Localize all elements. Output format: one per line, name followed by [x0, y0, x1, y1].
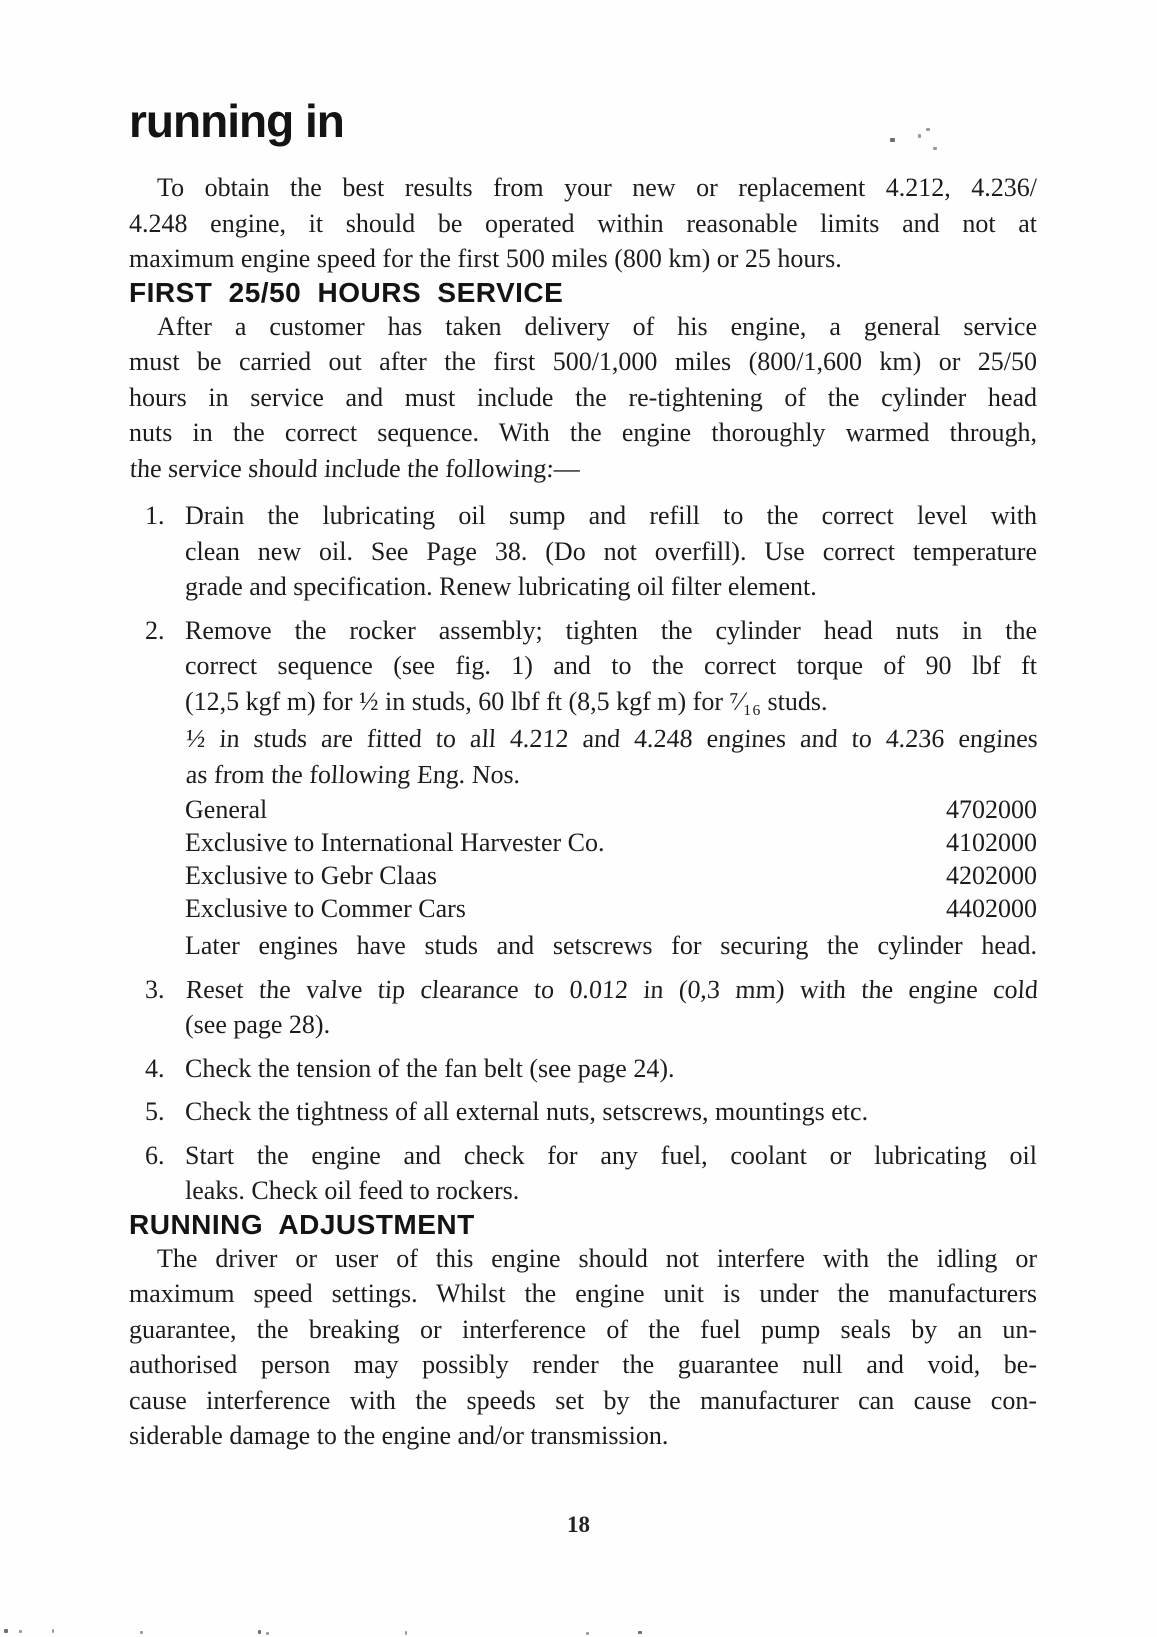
engine-numbers-table [185, 793, 1037, 925]
list-item-3 [129, 972, 1037, 1043]
list-item-6 [129, 1138, 1037, 1209]
paragraph-line: must be carried out after the first 500/1,000 miles (800/1,600 km) or 25/50 [129, 347, 1037, 376]
item-number: 2. [145, 615, 165, 645]
paragraph-line: Check the tightness of all external nuts, setscrews, mountings etc. [185, 1097, 869, 1126]
item-text [185, 613, 1037, 964]
list-item-2 [129, 613, 1037, 964]
paragraph-line: (see page 28). [185, 1010, 331, 1039]
paragraph-line: The driver or user of this engine should not interfere with the idling or [157, 1243, 1037, 1273]
scan-speck [586, 1632, 589, 1635]
stud-note [185, 721, 1037, 792]
intro-paragraph [129, 170, 1037, 277]
paragraph-line: authorised person may possibly render the guarantee null and void, be- [129, 1350, 1037, 1379]
paragraph-line: ½ in studs are fitted to all 4.212 and 4.248 engines and to 4.236 engines [185, 724, 1039, 753]
table-row [185, 793, 1037, 826]
table-row [185, 826, 1037, 859]
paragraph-line: maximum speed settings. Whilst the engine unit is under the manufacturers [129, 1279, 1037, 1308]
paragraph-line: siderable damage to the engine and/or transmission. [129, 1421, 669, 1450]
item-number: 5. [145, 1097, 165, 1126]
row-label: Exclusive to International Harvester Co. [185, 828, 605, 857]
item-text [185, 972, 1037, 1043]
paragraph-line: Check the tension of the fan belt (see page 24). [185, 1053, 675, 1083]
paragraph-line: the service should include the following:— [129, 453, 581, 483]
list-item-5 [129, 1094, 1037, 1130]
service-list [129, 498, 1037, 1209]
scan-speck [266, 1632, 269, 1635]
paragraph-line: maximum engine speed for the first 500 miles (800 km) or 25 hours. [129, 244, 842, 273]
paragraph-line: (12,5 kgf m) for ½ in studs, 60 lbf ft (8,5 kgf m) for ⁷⁄₁₆ studs. [185, 686, 828, 716]
scan-speck [4, 1629, 8, 1633]
item-text [185, 1051, 1037, 1087]
scan-speck [405, 1631, 407, 1635]
paragraph-line: After a customer has taken delivery of his engine, a general service [157, 311, 1037, 341]
row-value: 4402000 [946, 894, 1037, 923]
paragraph-line: Start the engine and check for any fuel, coolant or lubricating oil [185, 1140, 1037, 1170]
item-text [185, 1138, 1037, 1209]
scan-speck [19, 1630, 22, 1633]
scan-speck [258, 1630, 261, 1634]
page-title: running in [129, 95, 344, 147]
table-row [185, 892, 1037, 925]
paragraph-line: Reset the valve tip clearance to 0.012 in (0,3 mm) with the engine cold [185, 974, 1039, 1004]
item-number: 1. [145, 501, 165, 530]
item-text [185, 498, 1037, 605]
list-item-4 [129, 1051, 1037, 1087]
paragraph-line: Drain the lubricating oil sump and refill to the correct level with [185, 501, 1037, 530]
row-label: Exclusive to Gebr Claas [185, 861, 437, 890]
scan-speck [52, 1629, 54, 1633]
row-value: 4102000 [946, 828, 1037, 857]
row-value: 4202000 [946, 861, 1037, 890]
paragraph-line: as from the following Eng. Nos. [185, 759, 522, 789]
paragraph-line: hours in service and must include the re-tightening of the cylinder head [129, 382, 1037, 412]
item-number: 4. [145, 1053, 165, 1083]
row-label: Exclusive to Commer Cars [185, 894, 466, 923]
section-heading-first-service: FIRST 25/50 HOURS SERVICE [129, 276, 564, 308]
scan-speck [638, 1631, 642, 1634]
service-paragraph [129, 309, 1037, 487]
scan-speck [140, 1631, 143, 1634]
paragraph-line: 4.248 engine, it should be operated within reasonable limits and not at [129, 208, 1037, 238]
later-engines-line: Later engines have studs and setscrews for securing the cylinder head. [185, 931, 1037, 960]
list-item-1 [129, 498, 1037, 605]
paragraph-line: guarantee, the breaking or interference of the fuel pump seals by an un- [129, 1314, 1037, 1344]
paragraph-line: To obtain the best results from your new or replacement 4.212, 4.236/ [157, 173, 1037, 202]
row-value: 4702000 [946, 795, 1037, 824]
table-row [185, 859, 1037, 892]
paragraph-line: nuts in the correct sequence. With the engine thoroughly warmed through, [129, 418, 1037, 447]
paragraph-line: correct sequence (see fig. 1) and to the correct torque of 90 lbf ft [185, 651, 1037, 680]
paragraph-line: cause interference with the speeds set by the manufacturer can cause con- [129, 1385, 1037, 1415]
paragraph-line: leaks. Check oil feed to rockers. [185, 1176, 520, 1205]
row-label: General [185, 795, 268, 824]
paragraph-line: Remove the rocker assembly; tighten the cylinder head nuts in the [185, 615, 1037, 645]
item-number: 3. [145, 974, 165, 1004]
adjustment-paragraph [129, 1241, 1037, 1454]
item-number: 6. [145, 1140, 165, 1170]
page-number: 18 [567, 1512, 590, 1537]
page-content [129, 0, 1037, 1454]
paragraph-line: clean new oil. See Page 38. (Do not overfill). Use correct temperature [185, 536, 1037, 566]
item-text [185, 1094, 1037, 1130]
section-heading-running-adjustment: RUNNING ADJUSTMENT [129, 1208, 475, 1240]
paragraph-line: grade and specification. Renew lubricating oil filter element. [185, 572, 817, 601]
